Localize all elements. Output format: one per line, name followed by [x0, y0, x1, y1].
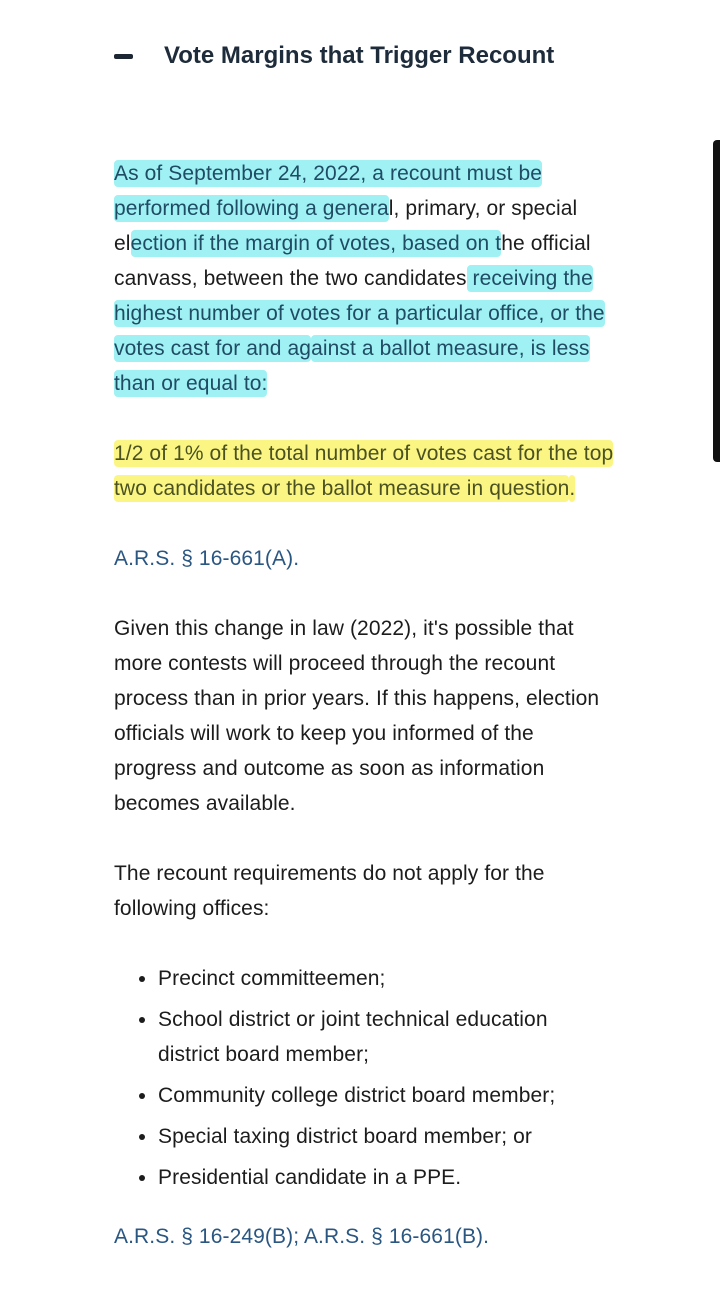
- citation-end: .: [483, 1225, 490, 1248]
- list-item: Special taxing district board member; or: [158, 1119, 614, 1154]
- margin-threshold-paragraph: [114, 436, 614, 506]
- citation-link-16-661a[interactable]: A.R.S. § 16-661(A).: [114, 547, 300, 570]
- minus-icon[interactable]: [114, 54, 133, 59]
- highlighted-text: receiving the highest number of votes for a particular office, or the votes cast for and ag: [114, 267, 605, 360]
- section-content: [114, 156, 614, 1254]
- law-change-paragraph: Given this change in law (2022), it's possible that more contests will proceed through the recount process than in prior years. If this happens, election officials will work to keep you informed of the progress and outcome as soon as information becomes available.: [114, 617, 600, 815]
- list-item: Presidential candidate in a PPE.: [158, 1160, 614, 1195]
- list-item: School district or joint technical education district board member;: [158, 1002, 614, 1072]
- highlighted-text: .: [569, 477, 576, 500]
- scrollbar-thumb[interactable]: [713, 140, 720, 462]
- highlighted-text: 1/2 of 1% of the total number of votes cast for the top two candidates or the ballot measure in question: [114, 442, 614, 500]
- citation-separator: ;: [293, 1225, 304, 1248]
- text-span: l, primary, or special el: [114, 197, 578, 255]
- text-span: he official canvass, between the two candidates: [114, 232, 591, 290]
- highlighted-text: As of September 24, 2022, a recount must be performed following a genera: [114, 162, 543, 220]
- exemptions-intro-paragraph: The recount requirements do not apply for the following offices:: [114, 862, 545, 920]
- list-item: Community college district board member;: [158, 1078, 614, 1113]
- exempt-offices-list: [114, 961, 614, 1195]
- list-item: Precinct committeemen;: [158, 961, 614, 996]
- section-title: Vote Margins that Trigger Recount: [164, 42, 555, 69]
- citation-link-16-661b[interactable]: A.R.S. § 16-661(B): [303, 1225, 484, 1248]
- citation-link-16-249b[interactable]: A.R.S. § 16-249(B): [114, 1225, 294, 1248]
- highlighted-text: ection if the margin of votes, based on t: [130, 232, 502, 255]
- highlighted-text: ainst a ballot measure, is less than or equal to:: [114, 337, 590, 395]
- recount-rule-paragraph: [114, 156, 614, 401]
- citation-line: [114, 1219, 614, 1254]
